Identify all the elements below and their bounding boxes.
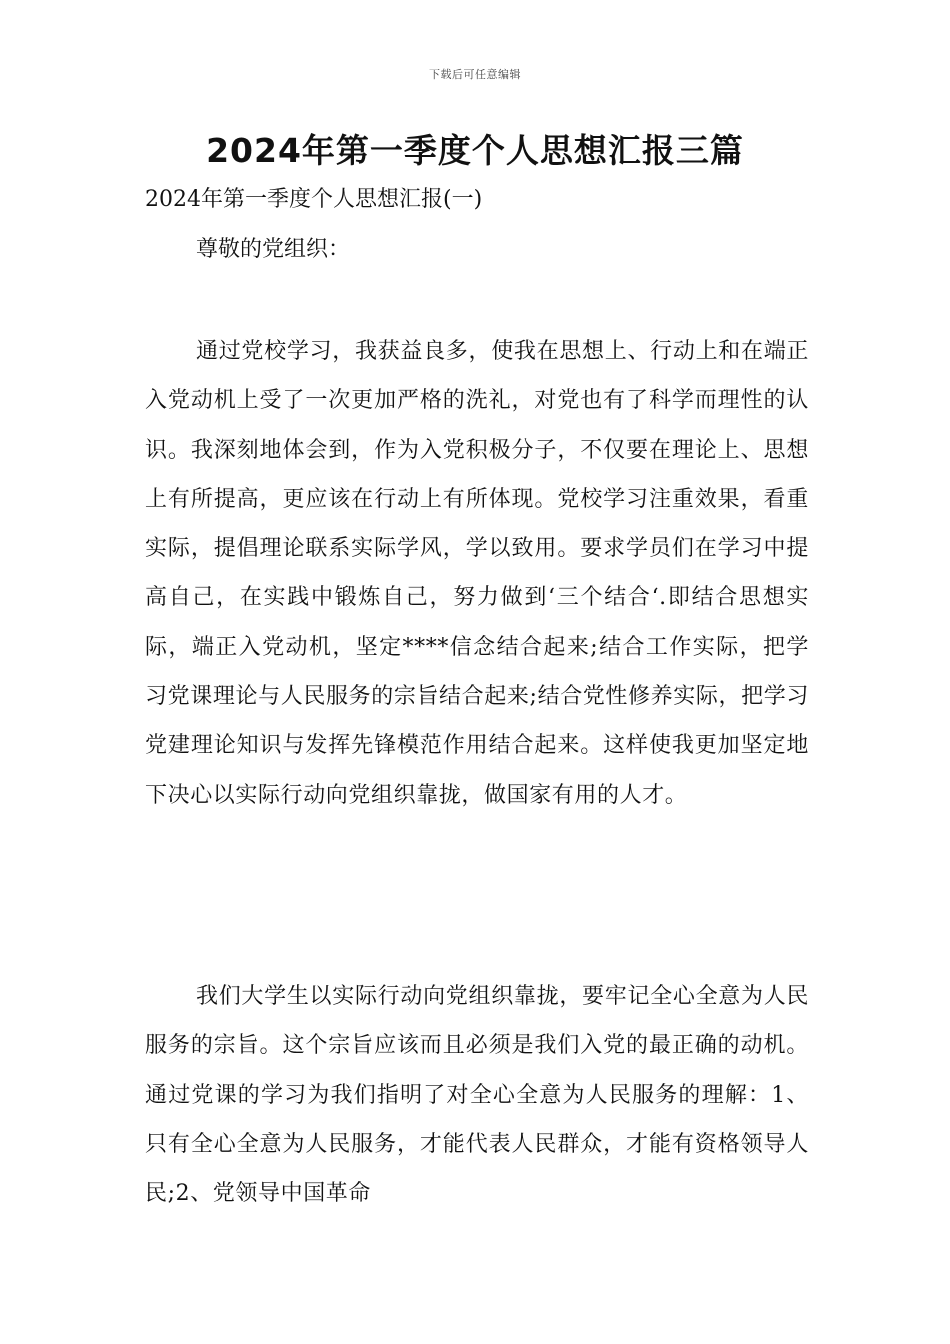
document-title: 2024年第一季度个人思想汇报三篇 <box>206 131 744 170</box>
body-paragraph-1: 通过党校学习，我获益良多，使我在思想上、行动上和在端正入党动机上受了一次更加严格的洗礼，对党也有了科学而理性的认识。我深刻地体会到，作为入党积极分子，不仅要在理论上、思想上有所提高，更应该在行动上有所体现。党校学习注重效果，看重实际，提倡理论联系实际学风，学以致用。要求学员们在学习中提高自己，在实践中锻炼自己，努力做到‘三个结合‘.即结合思想实际，端正入党动机，坚定****信念结合起来;结合工作实际，把学习党课理论与人民服务的宗旨结合起来;结合党性修养实际，把学习党建理论知识与发挥先锋模范作用结合起来。这样使我更加坚定地下决心以实际行动向党组织靠拢，做国家有用的人才。 <box>145 339 809 808</box>
body-paragraph-2: 我们大学生以实际行动向党组织靠拢，要牢记全心全意为人民服务的宗旨。这个宗旨应该而且必须是我们入党的最正确的动机。通过党课的学习为我们指明了对全心全意为人民服务的理解：1、只有全心全意为人民服务，才能代表人民群众，才能有资格领导人民;2、党领导中国革命 <box>145 984 809 1207</box>
header-note: 下载后可任意编辑 <box>429 68 521 81</box>
section-title: 2024年第一季度个人思想汇报(一) <box>145 187 483 212</box>
salutation: 尊敬的党组织： <box>196 237 351 262</box>
